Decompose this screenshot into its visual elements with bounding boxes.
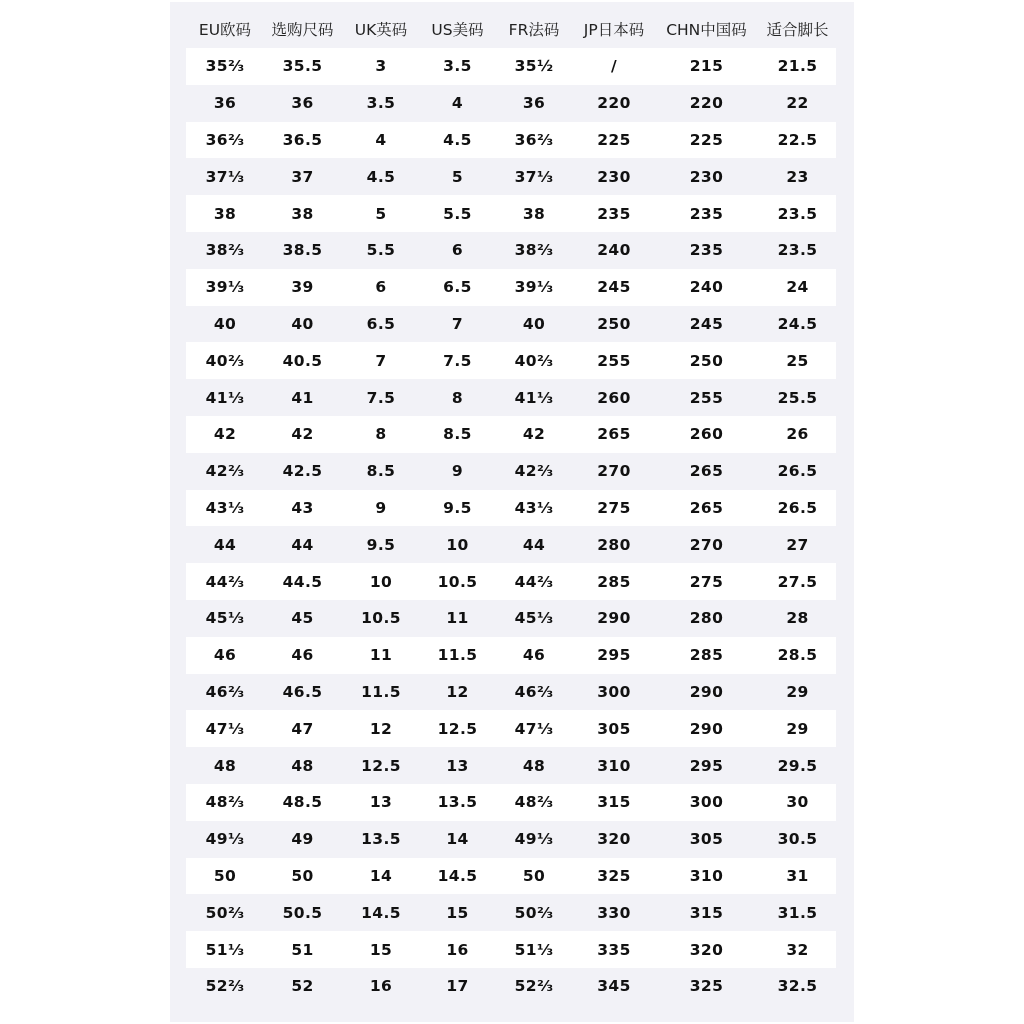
table-cell-fr-size: 48⅔: [494, 784, 574, 821]
table-cell-jp-size: 265: [574, 416, 654, 453]
table-cell-chn-size: 215: [654, 48, 759, 85]
table-cell-selected-size: 49: [264, 821, 341, 858]
table-cell-foot-length: 26.5: [759, 453, 836, 490]
table-cell-uk-size: 7: [341, 342, 421, 379]
table-cell-uk-size: 11.5: [341, 674, 421, 711]
table-cell-selected-size: 45: [264, 600, 341, 637]
table-cell-us-size: 8.5: [421, 416, 494, 453]
table-cell-jp-size: 305: [574, 710, 654, 747]
table-cell-uk-size: 13.5: [341, 821, 421, 858]
table-cell-uk-size: 15: [341, 931, 421, 968]
table-cell-us-size: 13.5: [421, 784, 494, 821]
table-cell-eu-size: 38⅔: [186, 232, 264, 269]
table-cell-fr-size: 51⅓: [494, 931, 574, 968]
table-cell-uk-size: 14: [341, 858, 421, 895]
table-cell-jp-size: 230: [574, 158, 654, 195]
table-cell-selected-size: 43: [264, 490, 341, 527]
table-cell-us-size: 9: [421, 453, 494, 490]
table-cell-jp-size: 270: [574, 453, 654, 490]
table-row: [186, 931, 836, 968]
table-cell-fr-size: 38⅔: [494, 232, 574, 269]
table-cell-us-size: 8: [421, 379, 494, 416]
header-row: [186, 10, 836, 48]
table-cell-fr-size: 48: [494, 747, 574, 784]
table-cell-eu-size: 50: [186, 858, 264, 895]
table-cell-fr-size: 37⅓: [494, 158, 574, 195]
table-cell-foot-length: 21.5: [759, 48, 836, 85]
table-cell-selected-size: 42.5: [264, 453, 341, 490]
table-cell-jp-size: 255: [574, 342, 654, 379]
table-cell-foot-length: 23.5: [759, 232, 836, 269]
table-cell-chn-size: 265: [654, 490, 759, 527]
table-cell-us-size: 16: [421, 931, 494, 968]
table-cell-us-size: 7.5: [421, 342, 494, 379]
table-cell-selected-size: 42: [264, 416, 341, 453]
table-cell-uk-size: 9: [341, 490, 421, 527]
table-cell-jp-size: /: [574, 48, 654, 85]
column-header-us-size: US美码: [431, 21, 484, 39]
table-cell-eu-size: 36⅔: [186, 122, 264, 159]
table-cell-eu-size: 40⅔: [186, 342, 264, 379]
table-cell-jp-size: 225: [574, 122, 654, 159]
table-row: [186, 858, 836, 895]
table-cell-selected-size: 44.5: [264, 563, 341, 600]
column-header-jp-size: JP日本码: [583, 21, 645, 39]
table-cell-selected-size: 50.5: [264, 894, 341, 931]
table-cell-chn-size: 265: [654, 453, 759, 490]
table-cell-us-size: 6.5: [421, 269, 494, 306]
table-cell-selected-size: 40: [264, 306, 341, 343]
table-cell-fr-size: 40⅔: [494, 342, 574, 379]
table-cell-foot-length: 23: [759, 158, 836, 195]
table-cell-selected-size: 48: [264, 747, 341, 784]
table-row: [186, 306, 836, 343]
table-cell-eu-size: 35⅔: [186, 48, 264, 85]
table-cell-foot-length: 22: [759, 85, 836, 122]
table-cell-selected-size: 39: [264, 269, 341, 306]
table-cell-chn-size: 320: [654, 931, 759, 968]
table-cell-uk-size: 10: [341, 563, 421, 600]
table-cell-us-size: 14.5: [421, 858, 494, 895]
table-cell-jp-size: 250: [574, 306, 654, 343]
table-row: [186, 85, 836, 122]
table-cell-selected-size: 50: [264, 858, 341, 895]
table-cell-foot-length: 25: [759, 342, 836, 379]
table-cell-jp-size: 310: [574, 747, 654, 784]
table-cell-uk-size: 7.5: [341, 379, 421, 416]
table-cell-eu-size: 38: [186, 195, 264, 232]
table-cell-chn-size: 305: [654, 821, 759, 858]
table-cell-jp-size: 345: [574, 968, 654, 1005]
table-cell-uk-size: 12: [341, 710, 421, 747]
table-cell-chn-size: 325: [654, 968, 759, 1005]
table-row: [186, 563, 836, 600]
table-cell-jp-size: 260: [574, 379, 654, 416]
table-cell-chn-size: 315: [654, 894, 759, 931]
table-row: [186, 269, 836, 306]
table-cell-us-size: 10: [421, 526, 494, 563]
table-cell-us-size: 13: [421, 747, 494, 784]
table-cell-selected-size: 36.5: [264, 122, 341, 159]
table-row: [186, 747, 836, 784]
table-cell-jp-size: 300: [574, 674, 654, 711]
table-cell-jp-size: 280: [574, 526, 654, 563]
table-row: [186, 416, 836, 453]
table-cell-foot-length: 22.5: [759, 122, 836, 159]
size-chart-table: [186, 10, 836, 1005]
table-cell-fr-size: 36⅔: [494, 122, 574, 159]
table-cell-eu-size: 48⅔: [186, 784, 264, 821]
table-cell-uk-size: 8.5: [341, 453, 421, 490]
table-row: [186, 232, 836, 269]
table-cell-us-size: 5.5: [421, 195, 494, 232]
table-row: [186, 122, 836, 159]
column-header-selected-size: 选购尺码: [271, 21, 334, 39]
table-cell-uk-size: 11: [341, 637, 421, 674]
table-row: [186, 48, 836, 85]
table-cell-us-size: 10.5: [421, 563, 494, 600]
table-cell-jp-size: 235: [574, 195, 654, 232]
table-cell-chn-size: 295: [654, 747, 759, 784]
table-row: [186, 342, 836, 379]
table-cell-uk-size: 13: [341, 784, 421, 821]
table-cell-eu-size: 41⅓: [186, 379, 264, 416]
table-cell-foot-length: 29: [759, 674, 836, 711]
table-cell-uk-size: 3.5: [341, 85, 421, 122]
table-row: [186, 821, 836, 858]
table-row: [186, 600, 836, 637]
table-cell-selected-size: 35.5: [264, 48, 341, 85]
table-row: [186, 710, 836, 747]
table-cell-chn-size: 290: [654, 710, 759, 747]
table-cell-fr-size: 44⅔: [494, 563, 574, 600]
table-cell-foot-length: 28: [759, 600, 836, 637]
table-cell-fr-size: 44: [494, 526, 574, 563]
table-cell-eu-size: 52⅔: [186, 968, 264, 1005]
table-cell-foot-length: 31: [759, 858, 836, 895]
table-cell-selected-size: 41: [264, 379, 341, 416]
table-row: [186, 674, 836, 711]
table-row: [186, 894, 836, 931]
table-cell-us-size: 4: [421, 85, 494, 122]
table-cell-eu-size: 42: [186, 416, 264, 453]
table-cell-fr-size: 41⅓: [494, 379, 574, 416]
table-cell-jp-size: 335: [574, 931, 654, 968]
table-cell-foot-length: 23.5: [759, 195, 836, 232]
column-header-eu-size: EU欧码: [198, 21, 252, 39]
table-row: [186, 490, 836, 527]
table-cell-eu-size: 36: [186, 85, 264, 122]
table-cell-uk-size: 10.5: [341, 600, 421, 637]
table-cell-chn-size: 225: [654, 122, 759, 159]
table-cell-chn-size: 245: [654, 306, 759, 343]
table-cell-eu-size: 51⅓: [186, 931, 264, 968]
table-cell-selected-size: 46: [264, 637, 341, 674]
table-cell-foot-length: 31.5: [759, 894, 836, 931]
table-cell-eu-size: 49⅓: [186, 821, 264, 858]
table-cell-uk-size: 4.5: [341, 158, 421, 195]
table-cell-chn-size: 220: [654, 85, 759, 122]
table-cell-foot-length: 25.5: [759, 379, 836, 416]
table-cell-us-size: 5: [421, 158, 494, 195]
table-cell-uk-size: 14.5: [341, 894, 421, 931]
table-cell-fr-size: 49⅓: [494, 821, 574, 858]
table-cell-selected-size: 38: [264, 195, 341, 232]
table-cell-eu-size: 42⅔: [186, 453, 264, 490]
column-header-fr-size: FR法码: [508, 21, 560, 39]
table-cell-selected-size: 46.5: [264, 674, 341, 711]
table-cell-selected-size: 37: [264, 158, 341, 195]
table-cell-fr-size: 45⅓: [494, 600, 574, 637]
table-row: [186, 968, 836, 1005]
table-cell-jp-size: 290: [574, 600, 654, 637]
table-cell-fr-size: 50⅔: [494, 894, 574, 931]
table-header: [186, 10, 836, 48]
table-cell-eu-size: 44⅔: [186, 563, 264, 600]
table-row: [186, 379, 836, 416]
table-row: [186, 158, 836, 195]
table-cell-chn-size: 270: [654, 526, 759, 563]
table-cell-selected-size: 47: [264, 710, 341, 747]
table-cell-us-size: 14: [421, 821, 494, 858]
table-cell-jp-size: 220: [574, 85, 654, 122]
table-cell-chn-size: 230: [654, 158, 759, 195]
column-header-chn-size: CHN中国码: [666, 21, 747, 39]
table-cell-uk-size: 9.5: [341, 526, 421, 563]
table-cell-us-size: 3.5: [421, 48, 494, 85]
table-cell-uk-size: 5: [341, 195, 421, 232]
table-cell-foot-length: 29.5: [759, 747, 836, 784]
table-cell-eu-size: 46: [186, 637, 264, 674]
table-cell-foot-length: 28.5: [759, 637, 836, 674]
table-cell-uk-size: 6.5: [341, 306, 421, 343]
table-cell-jp-size: 295: [574, 637, 654, 674]
table-cell-eu-size: 37⅓: [186, 158, 264, 195]
table-cell-fr-size: 39⅓: [494, 269, 574, 306]
table-cell-foot-length: 24.5: [759, 306, 836, 343]
table-row: [186, 637, 836, 674]
table-cell-selected-size: 36: [264, 85, 341, 122]
column-header-foot-length: 适合脚长: [766, 21, 829, 39]
table-cell-foot-length: 30: [759, 784, 836, 821]
table-cell-us-size: 11.5: [421, 637, 494, 674]
table-cell-selected-size: 40.5: [264, 342, 341, 379]
table-cell-chn-size: 280: [654, 600, 759, 637]
table-cell-fr-size: 50: [494, 858, 574, 895]
table-cell-selected-size: 38.5: [264, 232, 341, 269]
table-cell-fr-size: 38: [494, 195, 574, 232]
table-cell-uk-size: 3: [341, 48, 421, 85]
table-cell-foot-length: 27.5: [759, 563, 836, 600]
table-cell-fr-size: 42: [494, 416, 574, 453]
table-cell-fr-size: 40: [494, 306, 574, 343]
table-cell-selected-size: 48.5: [264, 784, 341, 821]
table-cell-fr-size: 42⅔: [494, 453, 574, 490]
table-cell-fr-size: 46: [494, 637, 574, 674]
table-cell-chn-size: 235: [654, 195, 759, 232]
table-cell-eu-size: 46⅔: [186, 674, 264, 711]
table-cell-us-size: 6: [421, 232, 494, 269]
table-cell-chn-size: 300: [654, 784, 759, 821]
table-cell-us-size: 17: [421, 968, 494, 1005]
table-cell-uk-size: 8: [341, 416, 421, 453]
table-cell-uk-size: 5.5: [341, 232, 421, 269]
table-cell-chn-size: 310: [654, 858, 759, 895]
table-cell-eu-size: 47⅓: [186, 710, 264, 747]
table-row: [186, 453, 836, 490]
table-cell-us-size: 12.5: [421, 710, 494, 747]
table-cell-foot-length: 27: [759, 526, 836, 563]
table-cell-jp-size: 330: [574, 894, 654, 931]
table-row: [186, 195, 836, 232]
table-cell-jp-size: 285: [574, 563, 654, 600]
table-cell-chn-size: 240: [654, 269, 759, 306]
table-cell-foot-length: 30.5: [759, 821, 836, 858]
table-cell-fr-size: 52⅔: [494, 968, 574, 1005]
table-cell-fr-size: 35½: [494, 48, 574, 85]
table-cell-uk-size: 16: [341, 968, 421, 1005]
table-cell-eu-size: 40: [186, 306, 264, 343]
table-cell-jp-size: 320: [574, 821, 654, 858]
table-cell-foot-length: 26: [759, 416, 836, 453]
table-cell-chn-size: 290: [654, 674, 759, 711]
table-cell-us-size: 11: [421, 600, 494, 637]
table-cell-eu-size: 50⅔: [186, 894, 264, 931]
table-cell-jp-size: 325: [574, 858, 654, 895]
table-cell-us-size: 9.5: [421, 490, 494, 527]
table-cell-chn-size: 260: [654, 416, 759, 453]
table-cell-chn-size: 275: [654, 563, 759, 600]
table-cell-selected-size: 44: [264, 526, 341, 563]
table-cell-fr-size: 47⅓: [494, 710, 574, 747]
table-cell-foot-length: 32: [759, 931, 836, 968]
table-cell-uk-size: 6: [341, 269, 421, 306]
table-cell-chn-size: 285: [654, 637, 759, 674]
table-cell-fr-size: 43⅓: [494, 490, 574, 527]
table-cell-chn-size: 255: [654, 379, 759, 416]
table-body: [186, 48, 836, 1005]
table-cell-jp-size: 275: [574, 490, 654, 527]
table-cell-foot-length: 26.5: [759, 490, 836, 527]
table-row: [186, 526, 836, 563]
table-cell-eu-size: 43⅓: [186, 490, 264, 527]
table-cell-jp-size: 315: [574, 784, 654, 821]
table-cell-fr-size: 36: [494, 85, 574, 122]
table-cell-eu-size: 39⅓: [186, 269, 264, 306]
table-cell-jp-size: 245: [574, 269, 654, 306]
table-cell-fr-size: 46⅔: [494, 674, 574, 711]
table-cell-uk-size: 12.5: [341, 747, 421, 784]
table-cell-us-size: 7: [421, 306, 494, 343]
table-cell-foot-length: 32.5: [759, 968, 836, 1005]
table-cell-foot-length: 24: [759, 269, 836, 306]
table-cell-us-size: 4.5: [421, 122, 494, 159]
table-cell-eu-size: 44: [186, 526, 264, 563]
table-cell-uk-size: 4: [341, 122, 421, 159]
column-header-uk-size: UK英码: [354, 21, 408, 39]
table-cell-us-size: 15: [421, 894, 494, 931]
table-cell-jp-size: 240: [574, 232, 654, 269]
table-cell-chn-size: 235: [654, 232, 759, 269]
table-row: [186, 784, 836, 821]
table-cell-us-size: 12: [421, 674, 494, 711]
table-cell-eu-size: 48: [186, 747, 264, 784]
table-cell-foot-length: 29: [759, 710, 836, 747]
table-cell-eu-size: 45⅓: [186, 600, 264, 637]
table-cell-selected-size: 51: [264, 931, 341, 968]
table-cell-chn-size: 250: [654, 342, 759, 379]
table-cell-selected-size: 52: [264, 968, 341, 1005]
